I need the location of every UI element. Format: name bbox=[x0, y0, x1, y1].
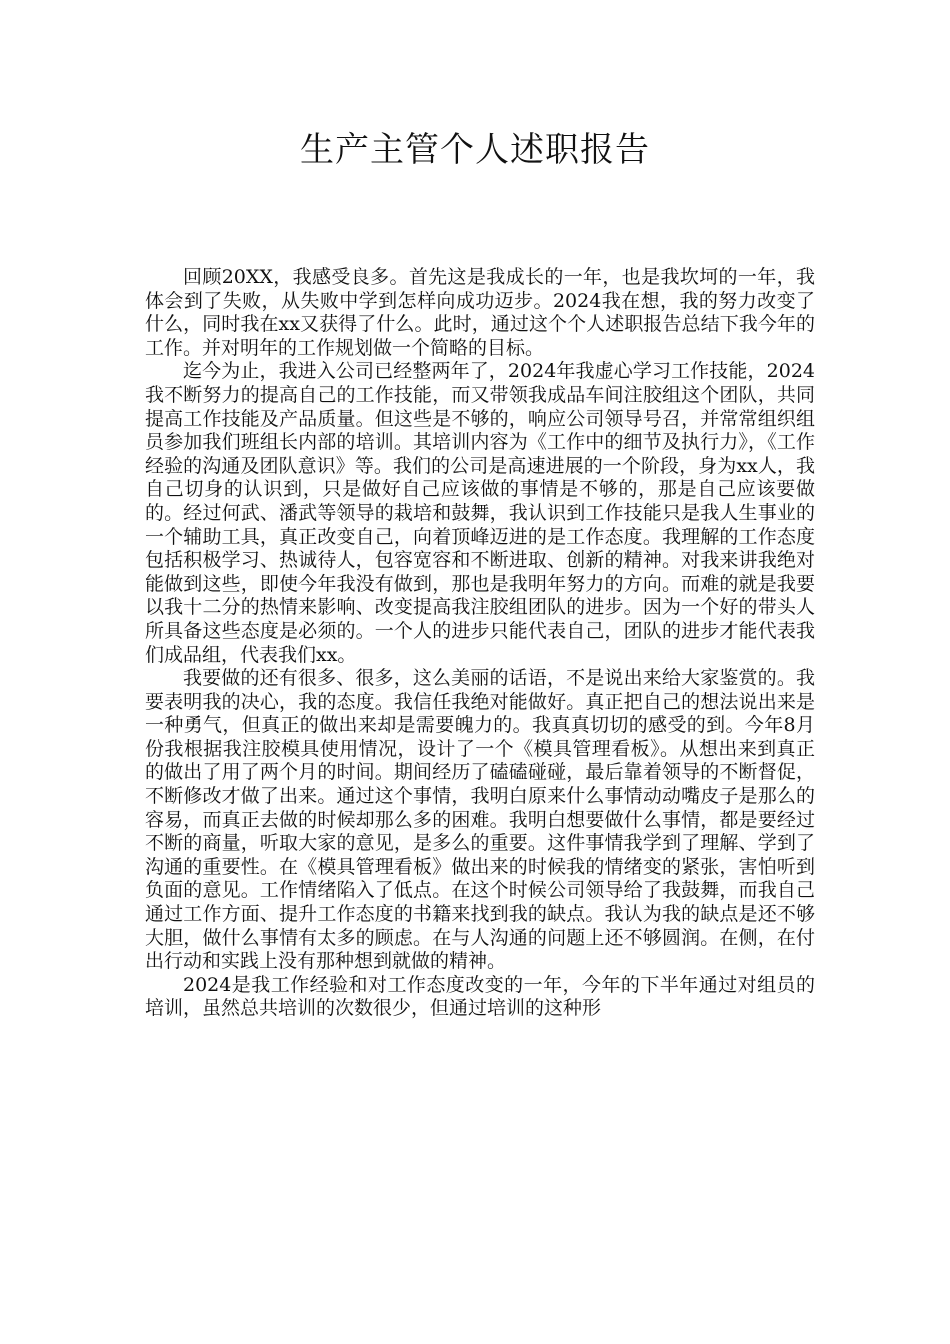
document-body bbox=[145, 266, 815, 1021]
paragraph: 回顾20XX，我感受良多。首先这是我成长的一年，也是我坎坷的一年，我体会到了失败，从失败中学到怎样向成功迈步。2024我在想，我的努力改变了什么，同时我在xx又获得了什么。此时，通过这个个人述职报告总结下我今年的工作。并对明年的工作规划做一个简略的目标。 bbox=[145, 266, 815, 359]
document-title: 生产主管个人述职报告 bbox=[300, 130, 650, 170]
paragraph: 迄今为止，我进入公司已经整两年了，2024年我虚心学习工作技能，2024我不断努力的提高自己的工作技能，而又带领我成品车间注胶组这个团队，共同提高工作技能及产品质量。但这些是不够的，响应公司领导号召，并常常组织组员参加我们班组长内部的培训。其培训内容为《工作中的细节及执行力》，《工作经验的沟通及团队意识》等。我们的公司是高速进展的一个阶段，身为xx人，我自己切身的认识到，只是做好自己应该做的事情是不够的，那是自己应该要做的。经过何武、潘武等领导的栽培和鼓舞，我认识到工作技能只是我人生事业的一个辅助工具，真正改变自己，向着顶峰迈进的是工作态度。我理解的工作态度包括积极学习、热诚待人，包容宽容和不断进取、创新的精神。对我来讲我绝对能做到这些，即使今年我没有做到，那也是我明年努力的方向。而难的就是我要以我十二分的热情来影响、改变提高我注胶组团队的进步。因为一个好的带头人所具备这些态度是必须的。一个人的进步只能代表自己，团队的进步才能代表我们成品组，代表我们xx。 bbox=[145, 360, 815, 666]
paragraph: 我要做的还有很多、很多，这么美丽的话语，不是说出来给大家鉴赏的。我要表明我的决心，我的态度。我信任我绝对能做好。真正把自己的想法说出来是一种勇气，但真正的做出来却是需要魄力的。我真真切切的感受的到。今年8月份我根据我注胶模具使用情况，设计了一个《模具管理看板》。从想出来到真正的做出了用了两个月的时间。期间经历了磕磕碰碰，最后靠着领导的不断督促，不断修改才做了出来。通过这个事情，我明白原来什么事情动动嘴皮子是那么的容易，而真正去做的时候却那么多的困难。我明白想要做什么事情，都是要经过不断的商量，听取大家的意见，是多么的重要。这件事情我学到了理解、学到了沟通的重要性。在《模具管理看板》做出来的时候我的情绪变的紧张，害怕听到负面的意见。工作情绪陷入了低点。在这个时候公司领导给了我鼓舞，而我自己通过工作方面、提升工作态度的书籍来找到我的缺点。我认为我的缺点是还不够大胆，做什么事情有太多的顾虑。在与人沟通的问题上还不够圆润。在侧，在付出行动和实践上没有那种想到就做的精神。 bbox=[145, 667, 815, 973]
paragraph: 2024是我工作经验和对工作态度改变的一年，今年的下半年通过对组员的培训，虽然总共培训的次数很少，但通过培训的这种形 bbox=[145, 973, 815, 1020]
